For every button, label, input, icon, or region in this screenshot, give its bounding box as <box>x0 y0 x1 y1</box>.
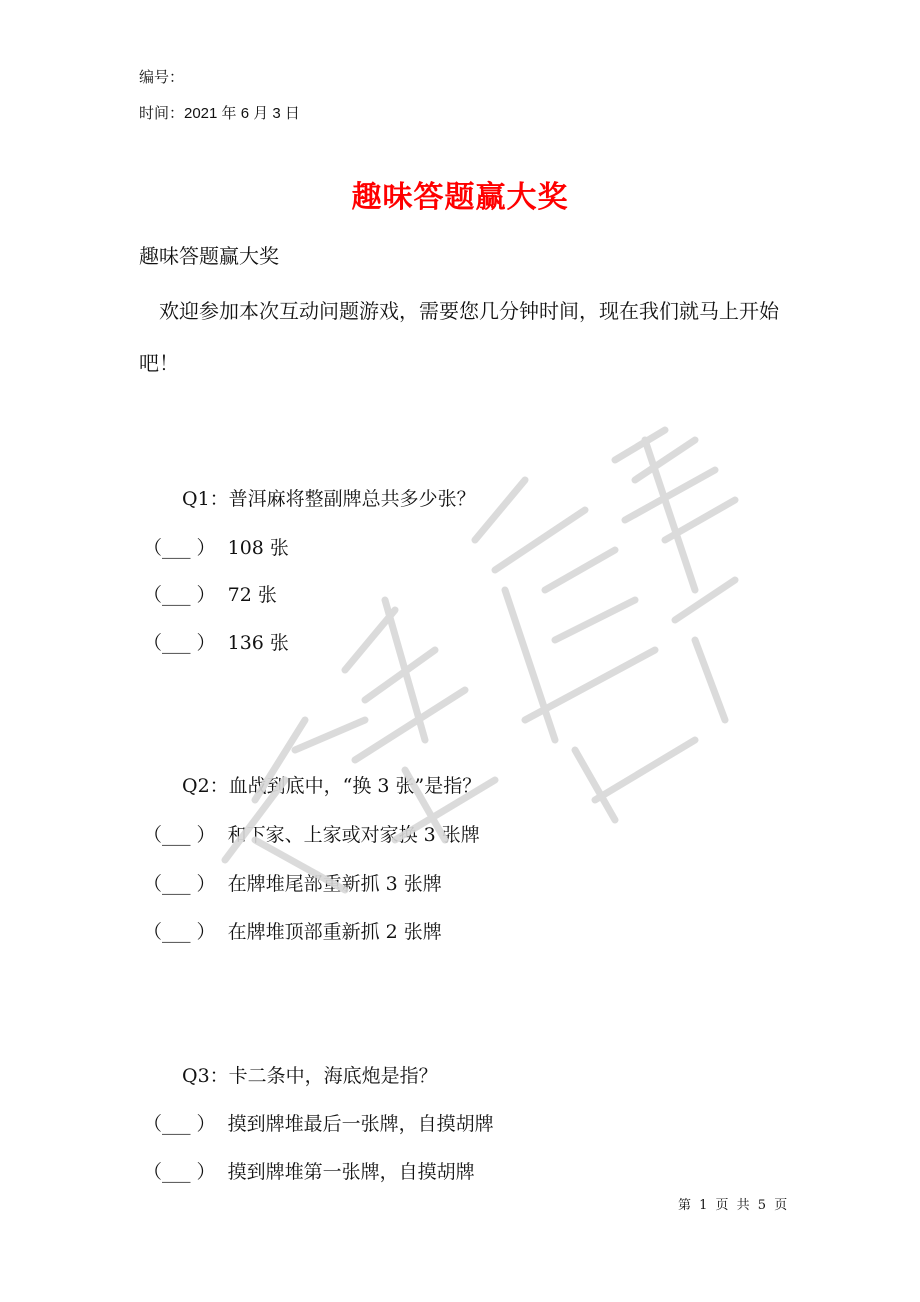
question-1: Q1：普洱麻将整副牌总共多少张？ <box>182 488 476 510</box>
q1-option-2[interactable]: （___ ） 72 张 <box>143 584 277 606</box>
q1-option-1[interactable]: （___ ） 108 张 <box>143 537 289 559</box>
document-time-label: 时间：2021 年 6 月 3 日 <box>139 105 300 122</box>
document-subtitle: 趣味答题赢大奖 <box>139 244 279 268</box>
page-number: 第 1 页 共 5 页 <box>678 1198 790 1213</box>
q2-option-1[interactable]: （___ ） 和下家、上家或对家换 3 张牌 <box>143 824 480 846</box>
q3-option-2[interactable]: （___ ） 摸到牌堆第一张牌，自摸胡牌 <box>143 1161 475 1183</box>
q1-option-3[interactable]: （___ ） 136 张 <box>143 632 289 654</box>
q2-option-3[interactable]: （___ ） 在牌堆顶部重新抓 2 张牌 <box>143 921 442 943</box>
q3-option-1[interactable]: （___ ） 摸到牌堆最后一张牌，自摸胡牌 <box>143 1113 494 1135</box>
document-title: 趣味答题赢大奖 <box>351 180 569 215</box>
question-3: Q3：卡二条中，海底炮是指？ <box>182 1065 438 1087</box>
q2-option-2[interactable]: （___ ） 在牌堆尾部重新抓 3 张牌 <box>143 873 442 895</box>
document-number-label: 编号： <box>139 69 185 86</box>
intro-paragraph: 欢迎参加本次互动问题游戏，需要您几分钟时间，现在我们就马上开始吧！ <box>139 299 779 375</box>
question-2: Q2：血战到底中，“换 3 张”是指？ <box>182 775 482 797</box>
